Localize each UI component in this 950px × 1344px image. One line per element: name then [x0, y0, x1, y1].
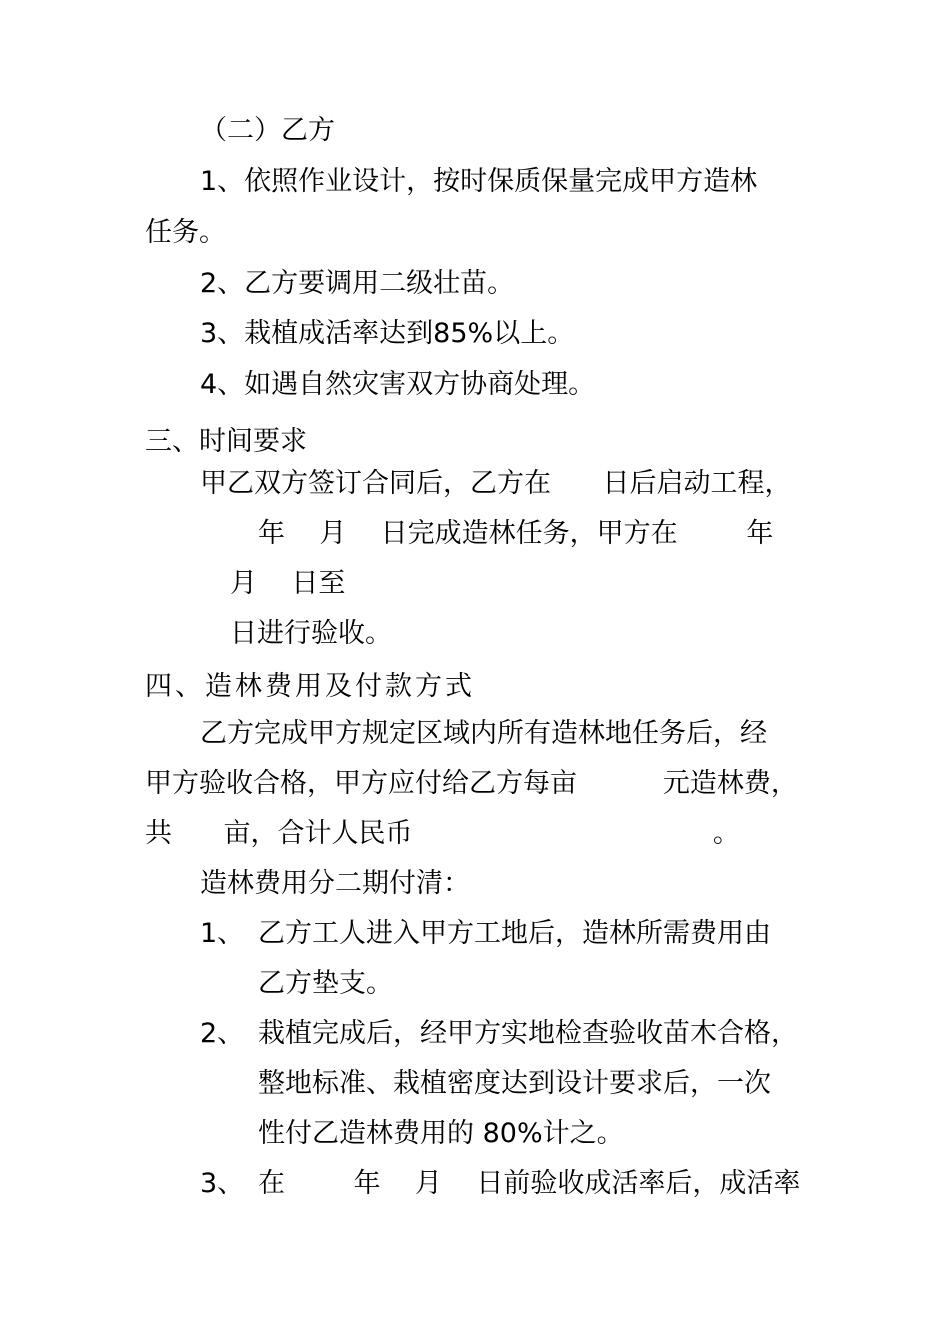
fee-para-line-1: 乙方完成甲方规定区域内所有造林地任务后，经 — [200, 718, 767, 749]
payment-1-line-2: 乙方垫支。 — [258, 968, 393, 999]
payment-2-line-3: 性付乙造林费用的 80%计之。 — [258, 1118, 624, 1149]
fee-para-line-3: 共 亩，合计人民币 。 — [145, 818, 740, 849]
party-b-item-1-line-1: 1、依照作业设计，按时保质保量完成甲方造林 — [200, 166, 758, 197]
party-b-item-3: 3、栽植成活率达到85%以上。 — [200, 318, 575, 349]
payment-3-number: 3、 — [200, 1168, 245, 1199]
fee-section-heading: 四、造林费用及付款方式 — [145, 671, 475, 702]
time-line-1: 甲乙双方签订合同后，乙方在 日后启动工程， — [200, 468, 792, 499]
party-b-item-2: 2、乙方要调用二级壮苗。 — [200, 268, 515, 299]
payment-2-line-2: 整地标准、栽植密度达到设计要求后，一次 — [258, 1068, 771, 1099]
payment-1-line-1: 乙方工人进入甲方工地后，造林所需费用由 — [258, 918, 771, 949]
payment-intro: 造林费用分二期付清： — [200, 868, 470, 899]
party-b-item-1-line-2: 任务。 — [145, 217, 226, 248]
time-line-3: 月 日至 — [230, 568, 346, 599]
time-section-heading: 三、时间要求 — [145, 426, 307, 457]
payment-2-line-1: 栽植完成后，经甲方实地检查验收苗木合格， — [258, 1018, 798, 1049]
party-b-heading: （二）乙方 — [200, 115, 335, 146]
fee-para-line-2: 甲方验收合格，甲方应付给乙方每亩 元造林费， — [145, 768, 798, 799]
payment-3-line-1: 在 年 月 日前验收成活率后，成活率 — [258, 1168, 801, 1199]
party-b-item-4: 4、如遇自然灾害双方协商处理。 — [200, 369, 596, 400]
time-line-4: 日进行验收。 — [230, 618, 392, 649]
payment-1-number: 1、 — [200, 918, 245, 949]
payment-2-number: 2、 — [200, 1018, 245, 1049]
time-line-2: 年 月 日完成造林任务，甲方在 年 — [258, 518, 774, 549]
